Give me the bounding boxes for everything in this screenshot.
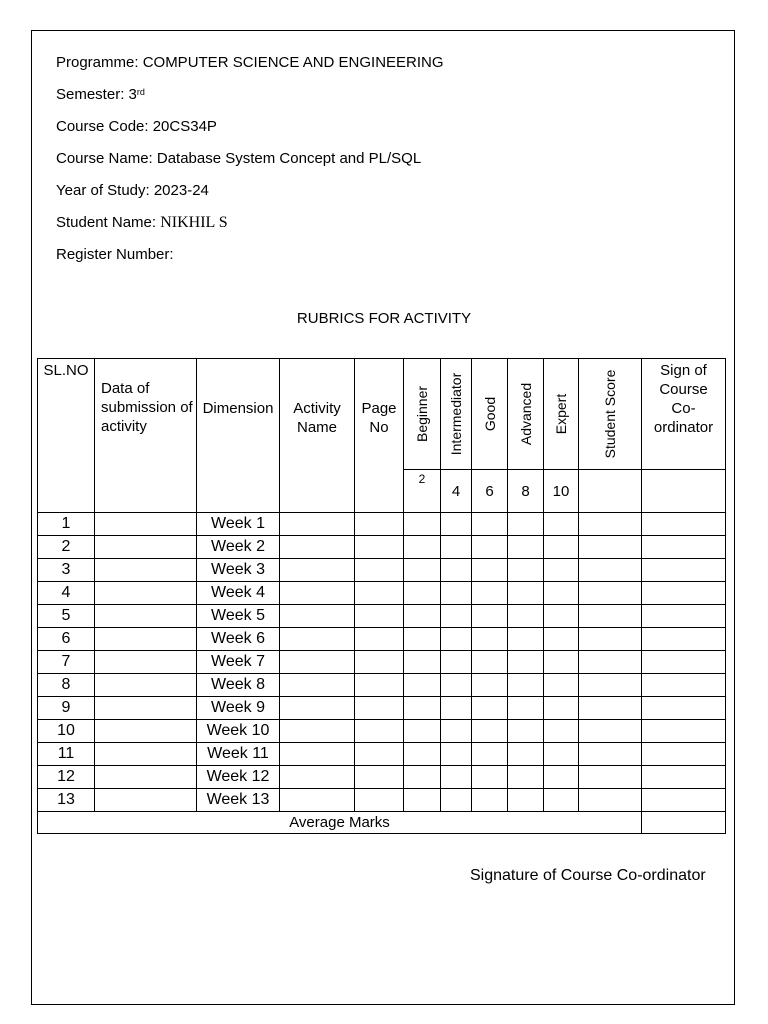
- row-cell: [441, 743, 472, 766]
- row-cell: [508, 513, 544, 536]
- rubric-rows: [38, 513, 726, 812]
- row-cell: [355, 697, 404, 720]
- row-cell: [441, 582, 472, 605]
- row-cell: [642, 513, 726, 536]
- row-cell: [404, 628, 441, 651]
- row-cell: [508, 766, 544, 789]
- row-cell: [642, 605, 726, 628]
- row-cell: [508, 720, 544, 743]
- row-cell: [95, 720, 197, 743]
- row-week: Week 9: [197, 697, 280, 720]
- year-of-study-line: Year of Study: 2023-24: [56, 182, 209, 199]
- row-cell: [95, 651, 197, 674]
- row-slno: 1: [38, 513, 95, 536]
- average-marks-sign-cell: [642, 812, 726, 834]
- row-cell: [441, 559, 472, 582]
- row-week: Week 1: [197, 513, 280, 536]
- row-cell: [472, 697, 508, 720]
- row-cell: [472, 536, 508, 559]
- rubrics-title: RUBRICS FOR ACTIVITY: [296, 310, 472, 327]
- row-cell: [642, 582, 726, 605]
- row-slno: 11: [38, 743, 95, 766]
- row-cell: [280, 605, 355, 628]
- row-cell: [441, 766, 472, 789]
- row-cell: [472, 582, 508, 605]
- row-cell: [642, 743, 726, 766]
- table-row: [38, 651, 726, 674]
- row-cell: [441, 628, 472, 651]
- header-good: [472, 359, 508, 470]
- header-slno: SL.NO: [38, 359, 95, 513]
- row-cell: [642, 766, 726, 789]
- row-slno: 12: [38, 766, 95, 789]
- row-cell: [95, 513, 197, 536]
- row-week: Week 13: [197, 789, 280, 812]
- row-cell: [472, 513, 508, 536]
- row-cell: [642, 697, 726, 720]
- row-cell: [95, 674, 197, 697]
- row-cell: [441, 605, 472, 628]
- row-cell: [508, 651, 544, 674]
- header-page-no: Page No: [355, 359, 404, 513]
- row-cell: [355, 789, 404, 812]
- row-cell: [472, 674, 508, 697]
- row-cell: [404, 766, 441, 789]
- row-cell: [441, 789, 472, 812]
- row-cell: [642, 651, 726, 674]
- row-cell: [441, 536, 472, 559]
- row-cell: [404, 559, 441, 582]
- course-code-line: Course Code: 20CS34P: [56, 118, 217, 135]
- row-cell: [404, 674, 441, 697]
- row-cell: [579, 605, 642, 628]
- row-week: Week 4: [197, 582, 280, 605]
- score-good: 6: [472, 470, 508, 513]
- row-week: Week 2: [197, 536, 280, 559]
- table-row: [38, 766, 726, 789]
- table-row: [38, 743, 726, 766]
- row-cell: [642, 559, 726, 582]
- row-cell: [95, 559, 197, 582]
- row-cell: [355, 628, 404, 651]
- row-cell: [280, 628, 355, 651]
- row-cell: [404, 605, 441, 628]
- row-cell: [579, 674, 642, 697]
- row-cell: [95, 789, 197, 812]
- row-cell: [280, 720, 355, 743]
- header-beginner: [404, 359, 441, 470]
- row-cell: [280, 536, 355, 559]
- row-cell: [544, 697, 579, 720]
- semester-label: Semester: 3: [56, 86, 137, 103]
- programme-line: Programme: COMPUTER SCIENCE AND ENGINEERING: [56, 54, 444, 71]
- table-row: [38, 513, 726, 536]
- row-week: Week 8: [197, 674, 280, 697]
- row-cell: [441, 720, 472, 743]
- row-cell: [544, 582, 579, 605]
- header-dimension: Dimension: [197, 359, 280, 513]
- row-cell: [544, 513, 579, 536]
- header-advanced: [508, 359, 544, 470]
- row-cell: [404, 743, 441, 766]
- row-cell: [544, 628, 579, 651]
- row-cell: [579, 720, 642, 743]
- row-cell: [472, 651, 508, 674]
- row-cell: [355, 559, 404, 582]
- row-cell: [280, 766, 355, 789]
- row-cell: [280, 513, 355, 536]
- row-slno: 2: [38, 536, 95, 559]
- row-cell: [404, 789, 441, 812]
- row-cell: [95, 536, 197, 559]
- row-slno: 10: [38, 720, 95, 743]
- register-number-line: Register Number:: [56, 246, 174, 263]
- header-sign-coordinator: Sign of Course Co-ordinator: [642, 359, 726, 470]
- header-intermediate: [441, 359, 472, 470]
- row-cell: [472, 720, 508, 743]
- row-cell: [95, 743, 197, 766]
- row-cell: [404, 582, 441, 605]
- row-cell: [280, 674, 355, 697]
- table-row: [38, 605, 726, 628]
- row-cell: [642, 536, 726, 559]
- row-cell: [579, 651, 642, 674]
- row-cell: [355, 720, 404, 743]
- row-cell: [579, 789, 642, 812]
- row-slno: 6: [38, 628, 95, 651]
- row-cell: [404, 651, 441, 674]
- row-cell: [355, 766, 404, 789]
- table-row: [38, 559, 726, 582]
- row-cell: [642, 674, 726, 697]
- row-week: Week 10: [197, 720, 280, 743]
- row-week: Week 5: [197, 605, 280, 628]
- row-cell: [544, 605, 579, 628]
- row-cell: [441, 697, 472, 720]
- row-cell: [280, 651, 355, 674]
- row-cell: [95, 628, 197, 651]
- row-cell: [404, 720, 441, 743]
- header-activity-name: Activity Name: [280, 359, 355, 513]
- row-week: Week 7: [197, 651, 280, 674]
- row-cell: [579, 628, 642, 651]
- row-cell: [441, 513, 472, 536]
- course-name-line: Course Name: Database System Concept and PL/SQL: [56, 150, 422, 167]
- header-student-score-label: Student Score: [602, 369, 618, 459]
- student-name-value: NIKHIL S: [160, 214, 228, 231]
- row-cell: [579, 536, 642, 559]
- table-row: [38, 674, 726, 697]
- row-cell: [355, 674, 404, 697]
- row-cell: [544, 720, 579, 743]
- row-cell: [280, 582, 355, 605]
- row-cell: [95, 605, 197, 628]
- score-student-blank: [579, 470, 642, 513]
- header-intermediate-label: Intermediator: [448, 372, 464, 456]
- row-cell: [355, 605, 404, 628]
- row-cell: [95, 582, 197, 605]
- student-name-label: Student Name:: [56, 214, 161, 231]
- row-slno: 7: [38, 651, 95, 674]
- row-week: Week 11: [197, 743, 280, 766]
- score-advanced: 8: [508, 470, 544, 513]
- semester-suffix: rd: [136, 87, 145, 97]
- table-row: [38, 720, 726, 743]
- header-student-score: [579, 359, 642, 470]
- row-cell: [508, 605, 544, 628]
- signature-label: Signature of Course Co-ordinator: [470, 867, 706, 884]
- row-week: Week 12: [197, 766, 280, 789]
- average-marks-label: Average Marks: [38, 812, 642, 834]
- row-cell: [544, 651, 579, 674]
- row-slno: 4: [38, 582, 95, 605]
- row-cell: [508, 582, 544, 605]
- row-slno: 8: [38, 674, 95, 697]
- score-sign-blank: [642, 470, 726, 513]
- row-cell: [280, 697, 355, 720]
- row-cell: [508, 674, 544, 697]
- row-cell: [642, 628, 726, 651]
- row-cell: [404, 536, 441, 559]
- header-expert: [544, 359, 579, 470]
- row-cell: [280, 789, 355, 812]
- row-slno: 5: [38, 605, 95, 628]
- row-cell: [355, 743, 404, 766]
- row-week: Week 3: [197, 559, 280, 582]
- row-cell: [544, 743, 579, 766]
- row-cell: [508, 628, 544, 651]
- row-cell: [544, 674, 579, 697]
- row-cell: [579, 559, 642, 582]
- row-cell: [355, 582, 404, 605]
- row-cell: [472, 605, 508, 628]
- row-slno: 13: [38, 789, 95, 812]
- row-week: Week 6: [197, 628, 280, 651]
- row-cell: [355, 536, 404, 559]
- row-cell: [642, 789, 726, 812]
- row-cell: [579, 743, 642, 766]
- row-cell: [508, 743, 544, 766]
- row-cell: [544, 536, 579, 559]
- row-cell: [404, 513, 441, 536]
- row-cell: [642, 720, 726, 743]
- row-cell: [508, 697, 544, 720]
- row-cell: [579, 697, 642, 720]
- row-cell: [508, 789, 544, 812]
- score-intermediate: 4: [441, 470, 472, 513]
- row-cell: [472, 766, 508, 789]
- table-row: [38, 789, 726, 812]
- table-row: [38, 628, 726, 651]
- row-cell: [508, 536, 544, 559]
- row-cell: [472, 628, 508, 651]
- row-cell: [95, 697, 197, 720]
- row-cell: [579, 766, 642, 789]
- score-beginner: 2: [404, 470, 441, 513]
- row-cell: [95, 766, 197, 789]
- header-good-label: Good: [481, 396, 498, 432]
- row-cell: [280, 743, 355, 766]
- row-cell: [441, 651, 472, 674]
- row-cell: [355, 651, 404, 674]
- row-cell: [472, 789, 508, 812]
- rubric-table: [37, 358, 726, 834]
- row-cell: [544, 766, 579, 789]
- table-row: [38, 536, 726, 559]
- row-cell: [355, 513, 404, 536]
- row-cell: [441, 674, 472, 697]
- row-cell: [579, 513, 642, 536]
- row-cell: [508, 559, 544, 582]
- student-name-line: [56, 214, 228, 232]
- header-beginner-label: Beginner: [414, 385, 430, 443]
- row-cell: [280, 559, 355, 582]
- table-row: [38, 697, 726, 720]
- row-slno: 9: [38, 697, 95, 720]
- row-cell: [472, 743, 508, 766]
- row-cell: [472, 559, 508, 582]
- semester-line: [56, 86, 145, 104]
- header-advanced-label: Advanced: [517, 382, 534, 446]
- header-date-of-submission: Data of submission of activity: [95, 359, 197, 513]
- row-cell: [544, 789, 579, 812]
- row-cell: [544, 559, 579, 582]
- score-expert: 10: [544, 470, 579, 513]
- table-row: [38, 582, 726, 605]
- row-slno: 3: [38, 559, 95, 582]
- row-cell: [579, 582, 642, 605]
- row-cell: [404, 697, 441, 720]
- header-expert-label: Expert: [553, 393, 569, 435]
